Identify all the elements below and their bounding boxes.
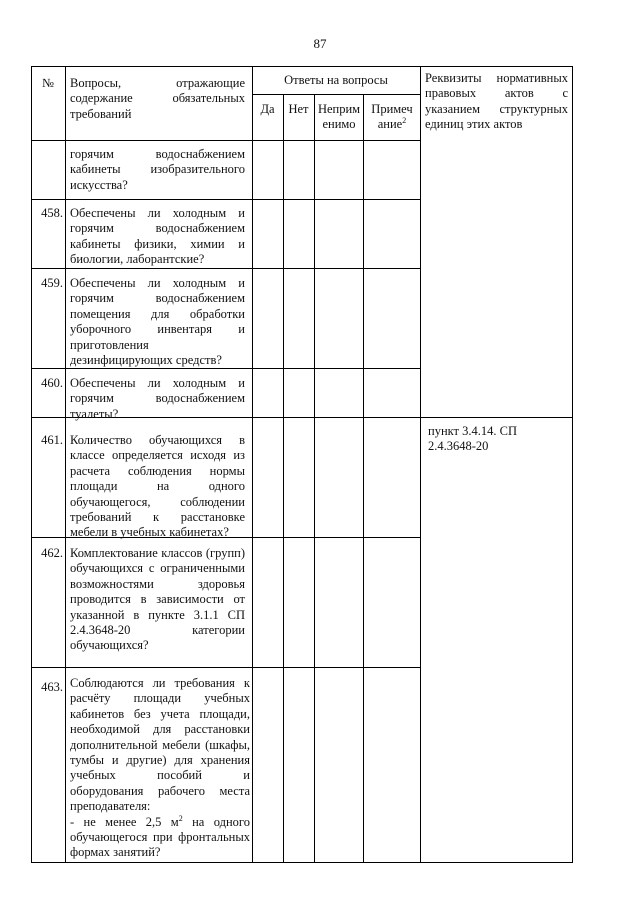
question-text: горячим водоснабжением кабинеты изобразительного искусства? [70, 147, 245, 192]
header-questions: Вопросы, отражающие содержание обязательных требований [70, 76, 245, 121]
question-number: 459. [41, 276, 63, 290]
requisites-text: пункт 3.4.14. СП 2.4.3648-20 [428, 424, 517, 454]
question-text: Обеспечены ли холодным и горячим водоснабжением кабинеты физики, химии и биологии, лаборантские? [70, 206, 245, 267]
question-number: 461. [41, 433, 63, 447]
border-question-col [252, 66, 253, 862]
question-text: Обеспечены ли холодным и горячим водоснабжением помещения для обработки уборочного инвентаря и приготовления дезинфицирующих средств? [70, 276, 245, 368]
border-row-459 [31, 268, 421, 269]
header-note-footnote: 2 [402, 116, 407, 126]
header-requisites: Реквизиты нормативных правовых актов с указанием структурных единиц этих актов [425, 71, 568, 132]
question-number: 463. [41, 680, 63, 694]
question-text: Комплектование классов (групп) обучающихся с ограниченными возможностями здоровья проводится в зависимости от указанной в пункте 3.1.1 СП 2.4.3648-20 категории обучающихся? [70, 546, 245, 653]
border-yes-col [283, 94, 284, 862]
border-header-bottom [31, 140, 421, 141]
question-text: Количество обучающихся в классе определяется исходя из расчета соблюдения нормы площади на одного обучающегося, соблюдении требований к расстановке мебели в учебных кабинетах? [70, 433, 245, 540]
border-note-col [420, 66, 421, 862]
border-answers-sub [252, 94, 421, 95]
border-num-col [65, 66, 66, 862]
question-number: 462. [41, 546, 63, 560]
border-na-col [363, 94, 364, 862]
border-left [31, 66, 32, 862]
border-bottom [31, 862, 573, 863]
border-top [31, 66, 573, 67]
header-not-applicable: Неприм енимо [317, 102, 361, 132]
question-number: 458. [41, 206, 63, 220]
border-row-458 [31, 199, 421, 200]
question-extra: - не менее 2,5 $м^2$ на одного обучающегося при фронтальных формах занятий? [70, 813, 250, 860]
border-row-463 [31, 667, 421, 668]
page-number: 87 [313, 36, 327, 51]
question-text: Обеспечены ли холодным и горячим водоснабжением туалеты? [70, 376, 245, 421]
square-meter-sup: 2 [178, 813, 183, 823]
question-text [70, 676, 250, 861]
header-note: Примеч ание$^2$ [371, 102, 413, 132]
question-number: 460. [41, 376, 63, 390]
border-no-col [314, 94, 315, 862]
header-number: № [42, 76, 54, 90]
header-no: Нет [288, 102, 309, 116]
header-yes: Да [260, 102, 275, 116]
question-main: Соблюдаются ли требования к расчёту площади учебных кабинетов без учета площади, необходимой для расстановки дополнительной мебели (шкафы, тумбы и другие) для хранения учебных пособий и оборудования рабочего места преподавателя: [70, 676, 250, 814]
header-answers: Ответы на вопросы [284, 73, 388, 87]
border-right [572, 66, 573, 862]
